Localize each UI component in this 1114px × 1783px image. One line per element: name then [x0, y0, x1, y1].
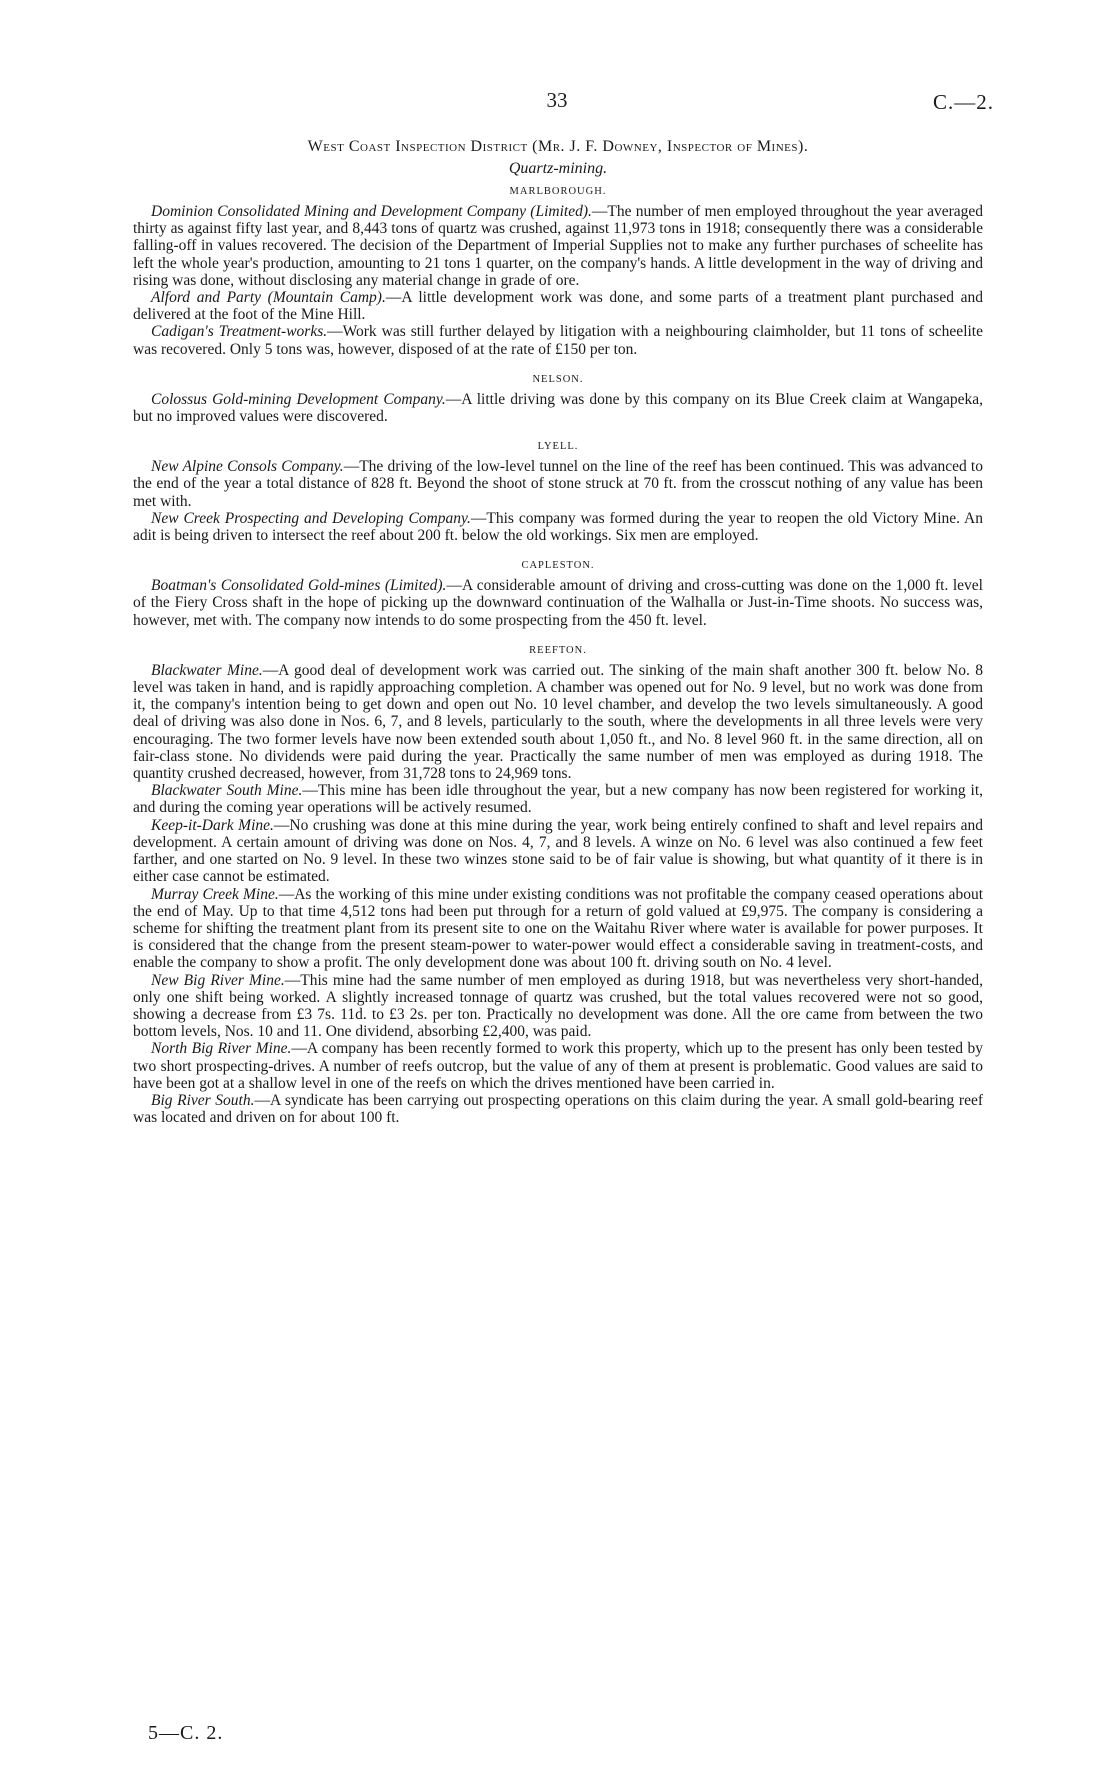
- entry-title: Blackwater South Mine.: [151, 782, 303, 800]
- entry-text: —A little driving was done by this company on its Blue Creek claim at Wangapeka, but no improved values were discovered.: [133, 390, 983, 426]
- entry-text: —This mine has been idle throughout the year, but a new company has now been registered for working it, and during the coming year operations will be actively resumed.: [133, 782, 983, 817]
- entry-title: North Big River Mine.: [151, 1040, 292, 1058]
- entry-north-big-river-mine: [133, 1040, 983, 1092]
- entry-text: —Work was still further delayed by litigation with a neighbouring claimholder, but 11 tons of scheelite was recovered. Only 5 tons was, however, disposed of at the rate of £150 per ton.: [133, 323, 983, 358]
- entry-title: New Big River Mine.: [151, 971, 285, 989]
- entry-title: Keep-it-Dark Mine.: [151, 816, 274, 834]
- entry-title: New Alpine Consols Company.: [151, 458, 344, 476]
- entry-dominion-consolidated: [133, 203, 983, 289]
- entry-text: —A company has been recently formed to work this property, which up to the present has only been tested by two short prospecting-drives. A number of reefs outcrop, but the value of any of them at present is problematic. Good values are said to have been got at a shallow level in one of the reefs on which the drives mentioned have been carried in.: [133, 1040, 983, 1092]
- entry-colossus: [133, 391, 983, 425]
- entry-cadigans-treatment-works: [133, 323, 983, 357]
- page-content: [133, 136, 983, 1126]
- district-subtitle: Quartz-mining.: [508, 160, 608, 177]
- footer-signature: 5—C. 2.: [148, 1722, 224, 1744]
- entry-new-creek-prospecting: [133, 510, 983, 544]
- entry-text: —This company was formed during the year to reopen the old Victory Mine. An adit is being driven to intersect the reef about 200 ft. below the old workings. Six men are employed.: [133, 509, 983, 545]
- entry-blackwater-south-mine: [133, 782, 983, 816]
- entry-text: —This mine had the same number of men employed as during 1918, but was nevertheless very short-handed, only one shift being worked. A slightly increased tonnage of quartz was crushed, but the total values recovered were not so good, showing a decrease from £3 7s. 11d. to £3 2s. per ton. Practically no development was done. All the ore came from between the two bottom levels, Nos. 10 and 11. One dividend, absorbing £2,400, was paid.: [133, 971, 984, 1041]
- entry-boatmans-consolidated: [133, 577, 983, 629]
- entry-new-alpine-consols: [133, 458, 983, 510]
- entry-text: —A syndicate has been carrying out prospecting operations on this claim during the year. A small gold-bearing reef was located and driven on for about 100 ft.: [133, 1091, 983, 1127]
- entry-title: Blackwater Mine.: [151, 661, 263, 679]
- entry-title: Dominion Consolidated Mining and Development Company (Limited).: [151, 203, 592, 220]
- entry-title: New Creek Prospecting and Developing Company.: [151, 509, 471, 527]
- page-number: 33: [546, 88, 568, 112]
- entry-keep-it-dark-mine: [133, 817, 983, 886]
- entry-text: —A little development work was done, and some parts of a treatment plant purchased and delivered at the foot of the Mine Hill.: [133, 289, 983, 324]
- entry-text: —A good deal of development work was carried out. The sinking of the main shaft another 300 ft. below No. 8 level was taken in hand, and is rapidly approaching completion. A chamber was opened out for No. 9 level, but no work was done from it, the company's intention being to get down and open out No. 10 level chamber, and develop the two levels simultaneously. A good deal of driving was also done in Nos. 6, 7, and 8 levels, particularly to the south, where the developments in all three levels were very encouraging. The two former levels have now been extended south about 1,050 ft., and No. 8 level 960 ft. in the same direction, all on fair-class stone. No dividends were paid during the year. Practically the same number of men was employed as during 1918. The quantity crushed decreased, however, from 31,728 tons to 24,969 tons.: [133, 661, 983, 783]
- entry-text: —The number of men employed throughout the year averaged thirty as against fifty last year, and 8,443 tons of quartz was crushed, against 11,973 tons in 1918; consequently there was a considerable falling-off in values recovered. The decision of the Department of Imperial Supplies not to make any further purchases of scheelite has left the whole year's production, amounting to 21 tons 1 quarter, on the company's hands. A little development in the way of driving and rising was done, without disclosing any material change in grade of ore.: [133, 203, 984, 289]
- entry-text: —No crushing was done at this mine during the year, work being entirely confined to shaft and level repairs and development. A certain amount of driving was done on Nos. 4, 7, and 8 levels. A winze on No. 6 level was also continued a few feet farther, and one started on No. 9 level. In these two winzes stone said to be of fair value is showing, but what quantity of it there is in either case cannot be estimated.: [133, 816, 983, 886]
- entry-title: Alford and Party (Mountain Camp).: [151, 289, 386, 307]
- section-heading-lyell: LYELL.: [537, 441, 579, 453]
- section-heading-capleston: CAPLESTON.: [521, 560, 595, 572]
- entry-title: Boatman's Consolidated Gold-mines (Limited).: [151, 577, 447, 595]
- district-title: West Coast Inspection District (Mr. J. F. Downey, Inspector of Mines).: [307, 138, 809, 155]
- entry-murray-creek-mine: [133, 886, 983, 972]
- section-heading-nelson: NELSON.: [532, 373, 584, 385]
- entry-alford-and-party: [133, 289, 983, 323]
- entry-text: —The driving of the low-level tunnel on the line of the reef has been continued. This was advanced to the end of the year a total distance of 828 ft. Beyond the shoot of stone struck at 70 ft. from the crosscut nothing of any value has been met with.: [133, 458, 983, 510]
- entry-title: Big River South.: [151, 1091, 255, 1109]
- page-reference: C.—2.: [932, 90, 994, 114]
- section-heading-reefton: REEFTON.: [529, 644, 587, 656]
- entry-blackwater-mine: [133, 662, 983, 782]
- entry-title: Cadigan's Treatment-works.: [151, 323, 328, 341]
- entry-big-river-south: [133, 1092, 983, 1126]
- entry-title: Murray Creek Mine.: [151, 885, 279, 903]
- entry-text: —As the working of this mine under existing conditions was not profitable the company ceased operations about the end of May. Up to that time 4,512 tons had been put through for a return of gold valued at £9,975. The company is considering a scheme for shifting the treatment plant from its present site to one on the Waitahu River where water is available for power purposes. It is considered that the change from the present steam-power to water-power would effect a considerable saving in treatment-costs, and enable the company to show a profit. The only development done was about 100 ft. driving south on No. 4 level.: [133, 885, 983, 972]
- entry-title: Colossus Gold-mining Development Company.: [151, 390, 446, 408]
- section-heading-marlborough: MARLBOROUGH.: [509, 186, 607, 197]
- entry-new-big-river-mine: [133, 972, 983, 1041]
- entry-text: —A considerable amount of driving and cross-cutting was done on the 1,000 ft. level of the Fiery Cross shaft in the hope of picking up the downward continuation of the Walhalla or Just-in-Time shoots. No success was, however, met with. The company now intends to do some prospecting from the 450 ft. level.: [133, 577, 983, 629]
